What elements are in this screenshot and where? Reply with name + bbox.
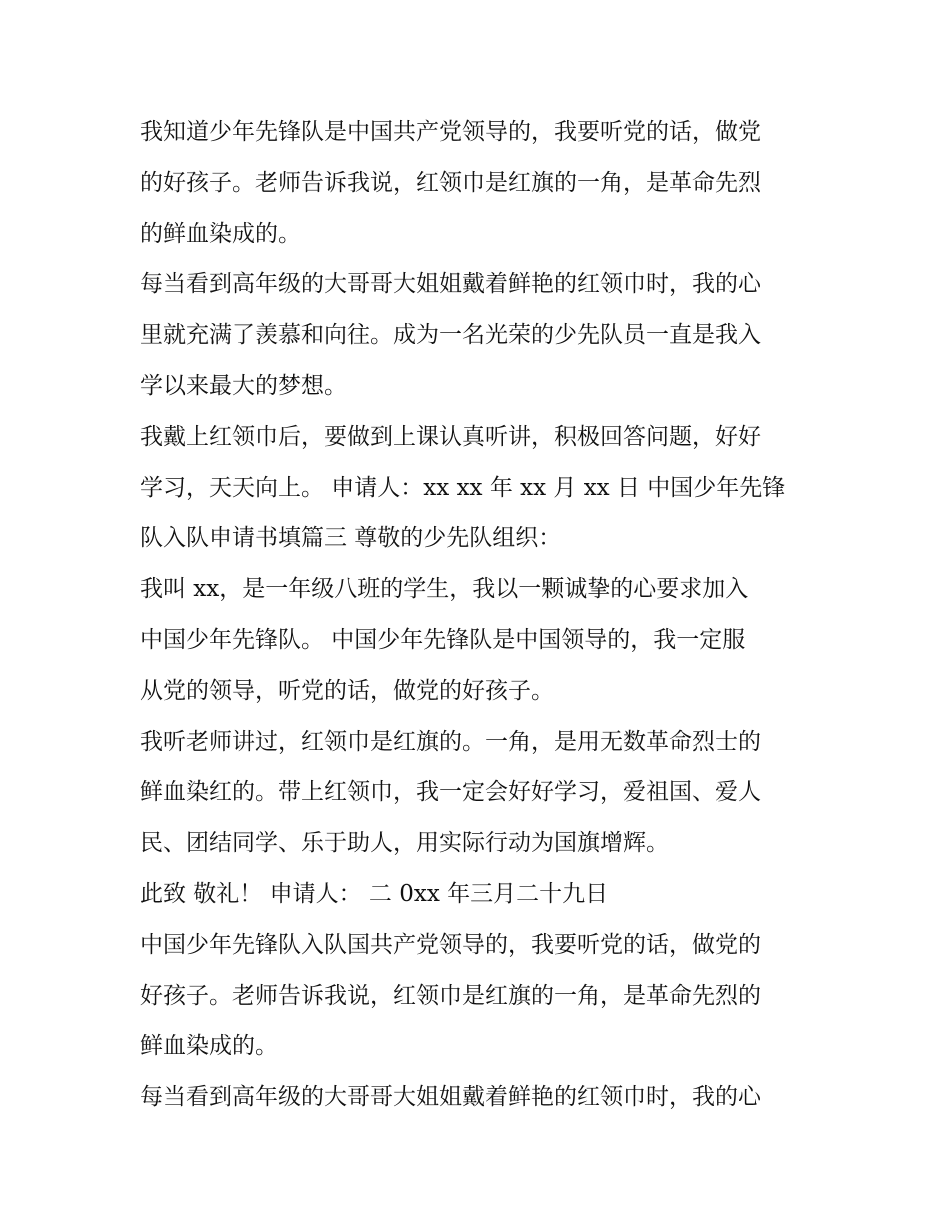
text-line: 的鲜血染成的。 xyxy=(140,220,301,247)
text-line: 好孩子。老师告诉我说，红领巾是红旗的一角，是革命先烈的 xyxy=(140,982,761,1009)
text-line: 学习，天天向上。 申请人：xx xx 年 xx 月 xx 日 中国少年先锋 xyxy=(140,474,786,501)
text-line: 鲜血染红的。带上红领巾，我一定会好好学习，爱祖国、爱人 xyxy=(140,779,761,806)
text-line: 中国少年先锋队。 中国少年先锋队是中国领导的，我一定服 xyxy=(140,626,746,653)
text-line: 我听老师讲过，红领巾是红旗的。一角，是用无数革命烈士的 xyxy=(140,728,761,755)
text-line: 的好孩子。老师告诉我说，红领巾是红旗的一角，是革命先烈 xyxy=(140,169,761,196)
text-line: 里就充满了羡慕和向往。成为一名光荣的少先队员一直是我入 xyxy=(140,322,761,349)
text-line: 我叫 xx，是一年级八班的学生，我以一颗诚挚的心要求加入 xyxy=(140,576,749,603)
document-body xyxy=(140,107,820,1123)
text-line: 我戴上红领巾后，要做到上课认真听讲，积极回答问题，好好 xyxy=(140,423,761,450)
text-line: 学以来最大的梦想。 xyxy=(140,372,347,399)
text-line: 中国少年先锋队入队国共产党领导的，我要听党的话，做党的 xyxy=(140,931,761,958)
text-line: 此致 敬礼！ 申请人： 二 0xx 年三月二十九日 xyxy=(140,880,609,907)
text-line: 我知道少年先锋队是中国共产党领导的，我要听党的话，做党 xyxy=(140,119,761,145)
text-line: 每当看到高年级的大哥哥大姐姐戴着鲜艳的红领巾时，我的心 xyxy=(140,271,761,298)
text-line: 队入队申请书填篇三 尊敬的少先队组织： xyxy=(140,525,562,552)
text-line: 每当看到高年级的大哥哥大姐姐戴着鲜艳的红领巾时，我的心 xyxy=(140,1084,761,1111)
text-line: 从党的领导，听党的话，做党的好孩子。 xyxy=(140,677,554,704)
text-line: 民、团结同学、乐于助人，用实际行动为国旗增辉。 xyxy=(140,830,669,857)
text-line: 鲜血染成的。 xyxy=(140,1033,278,1060)
